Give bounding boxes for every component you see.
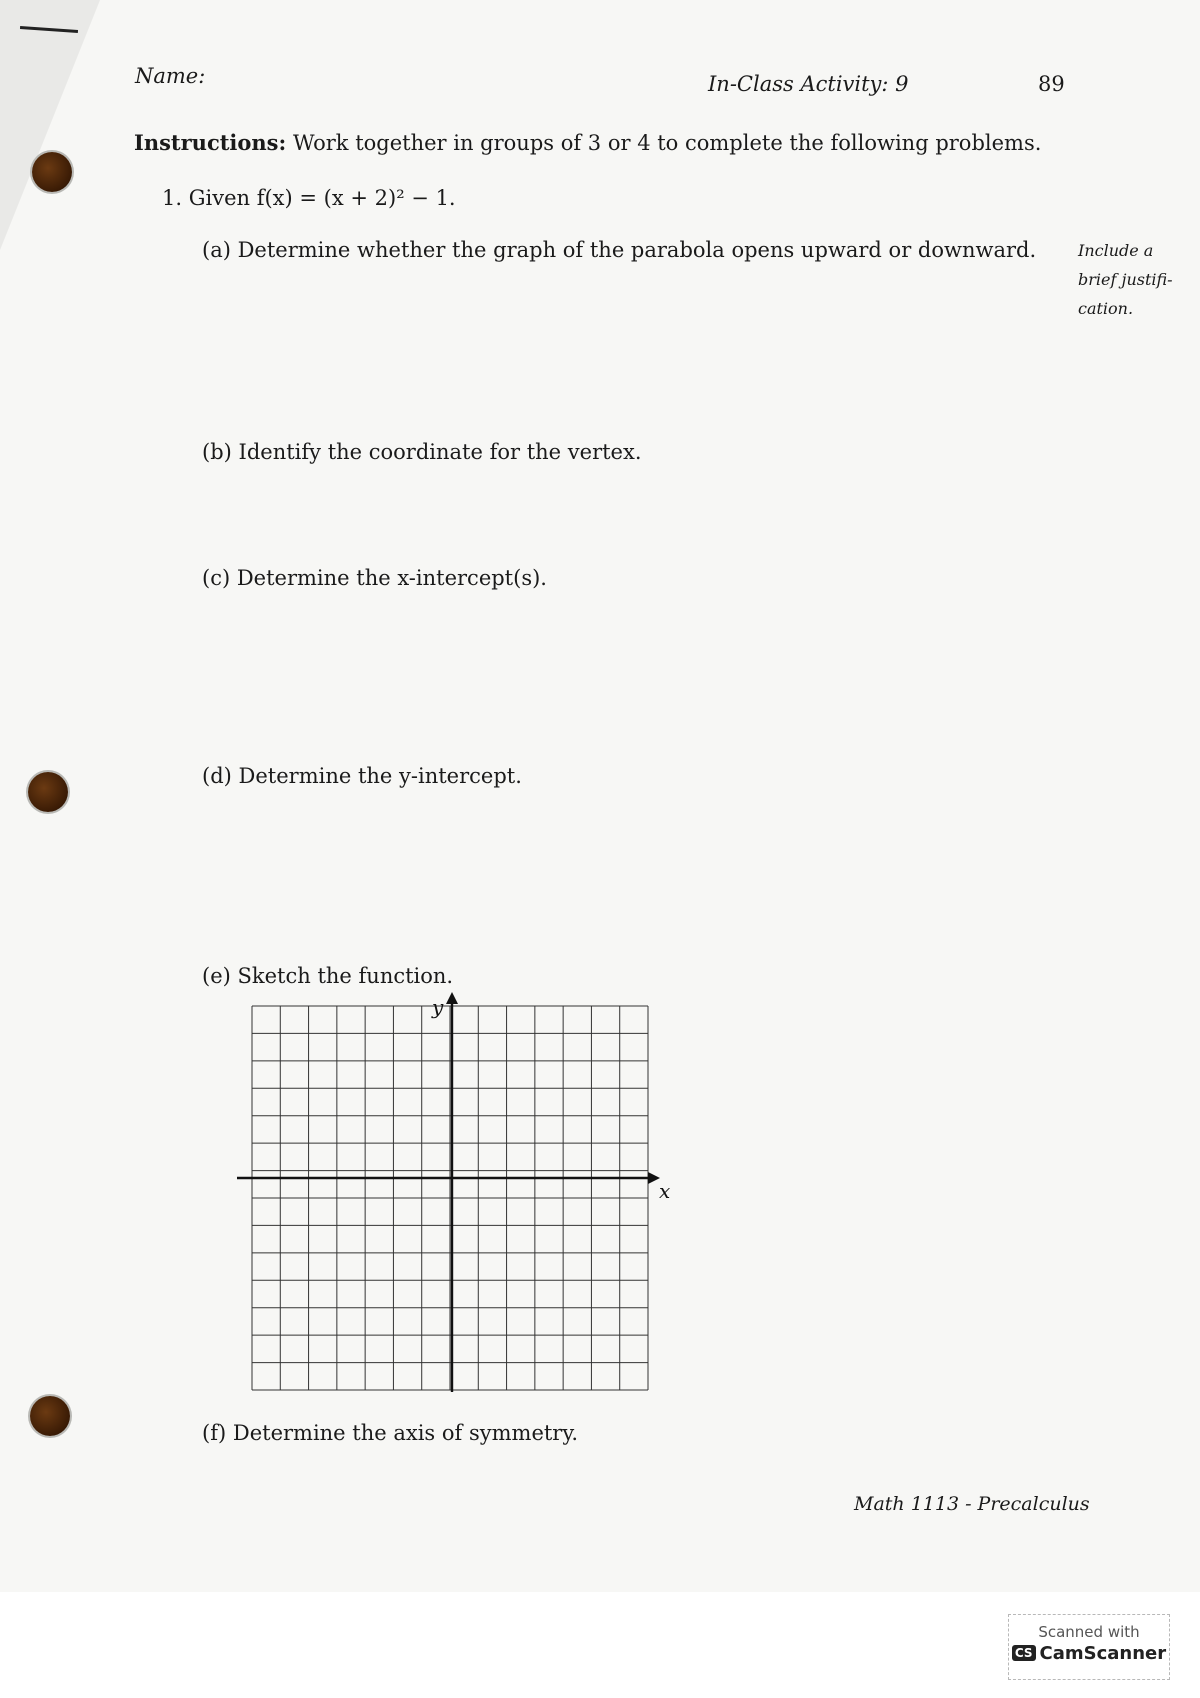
- page-number: 89: [1038, 72, 1065, 96]
- margin-note-line-3: cation.: [1078, 299, 1134, 318]
- punch-hole-bottom: [30, 1396, 70, 1436]
- part-a-text: Determine whether the graph of the parabola opens upward or downward.: [237, 238, 1037, 262]
- instructions: [134, 130, 1041, 155]
- part-a: [202, 238, 1036, 262]
- part-f-label: (f): [202, 1421, 227, 1445]
- part-c-text: Determine the x-intercept(s).: [236, 566, 547, 590]
- problem-text: Given f(x) = (x + 2)² − 1.: [188, 186, 456, 210]
- y-axis-label: y: [432, 995, 444, 1019]
- instructions-text: Work together in groups of 3 or 4 to complete the following problems.: [292, 131, 1042, 155]
- grid-lines: [252, 1006, 648, 1390]
- part-f-text: Determine the axis of symmetry.: [232, 1421, 579, 1445]
- folded-corner: [0, 0, 100, 250]
- part-a-label: (a): [202, 238, 231, 262]
- problem-statement: [162, 186, 456, 210]
- camscanner-logo-icon: CS: [1012, 1645, 1036, 1661]
- scanned-with-text: Scanned with: [1038, 1623, 1140, 1641]
- part-b: [202, 440, 642, 464]
- part-e: [202, 964, 453, 988]
- camscanner-brand: [1009, 1643, 1169, 1664]
- camscanner-badge: [1008, 1614, 1170, 1680]
- name-label: Name:: [135, 64, 206, 88]
- punch-hole-top: [32, 152, 72, 192]
- problem-number: 1.: [162, 186, 183, 210]
- instructions-label: Instructions:: [134, 130, 287, 155]
- punch-hole-middle: [28, 772, 68, 812]
- part-d-text: Determine the y-intercept.: [238, 764, 522, 788]
- activity-title: In-Class Activity: 9: [708, 72, 909, 96]
- part-b-label: (b): [202, 440, 232, 464]
- coordinate-grid: [236, 992, 676, 1406]
- grid-svg: [236, 992, 676, 1402]
- part-e-label: (e): [202, 964, 231, 988]
- x-axis-label: x: [659, 1179, 671, 1203]
- part-c-label: (c): [202, 566, 231, 590]
- margin-note-line-2: brief justifi-: [1078, 270, 1173, 289]
- margin-note: [1078, 236, 1198, 323]
- part-c: [202, 566, 547, 590]
- margin-note-line-1: Include a: [1078, 241, 1154, 260]
- course-footer: Math 1113 - Precalculus: [854, 1493, 1090, 1515]
- part-d-label: (d): [202, 764, 232, 788]
- part-d: [202, 764, 522, 788]
- y-axis-arrow: [446, 992, 458, 1004]
- part-f: [202, 1421, 578, 1445]
- part-e-text: Sketch the function.: [237, 964, 454, 988]
- part-b-text: Identify the coordinate for the vertex.: [238, 440, 642, 464]
- camscanner-name: CamScanner: [1039, 1643, 1167, 1664]
